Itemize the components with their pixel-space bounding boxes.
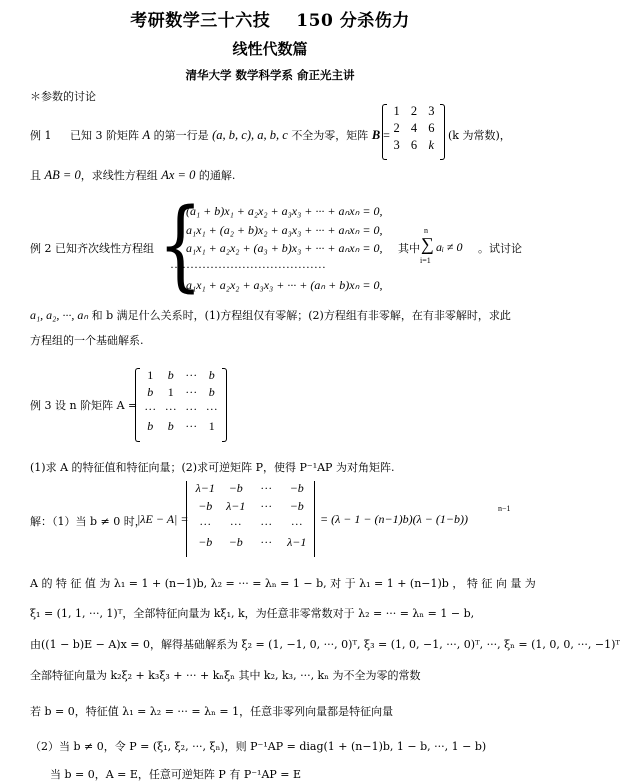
equation-line: a₁x₁ + a₂x₂ + (a₃ + b)x₃ + ··· + aₙxₙ = 0, [186, 241, 383, 255]
matrix-b-cell: 3 [393, 138, 400, 152]
example-3-label: 例 3 设 n 阶矩阵 A = [30, 399, 138, 412]
author-line: 清华大学 数学科学系 俞正光主讲 [185, 68, 355, 82]
matrix-a-cell: b [167, 368, 174, 382]
det-cell: −b [228, 535, 243, 549]
section-heading: ＊参数的讨论 [30, 90, 96, 103]
equation-line: ······································· [170, 259, 326, 274]
example-1-label: 例 1 [30, 129, 52, 142]
sum-upper: n [424, 226, 428, 235]
matrix-a-cell: ··· [185, 368, 198, 382]
det-cell: −b [289, 481, 304, 495]
matrix-b-cell: 1 [393, 104, 400, 118]
matrix-a-cell: b [147, 419, 154, 433]
system-brace: { [158, 187, 203, 303]
matrix-a-right-bracket [222, 368, 227, 442]
example-2-where: 其中 [398, 242, 420, 255]
b-zero-line: 若 b = 0，特征值 λ₁ = λ₂ = ··· = λₙ = 1，任意非零列向量都是特征向量 [30, 705, 394, 718]
example-2-tail: 。试讨论 [478, 242, 522, 255]
matrix-b-right-bracket [440, 104, 445, 160]
matrix-b-cell: 2 [410, 104, 418, 118]
matrix-a-cell: ··· [185, 419, 198, 433]
equation-line: a₁x₁ + a₂x₂ + a₃x₃ + ··· + (aₙ + b)xₙ = 0, [186, 278, 383, 292]
det-cell: ··· [260, 499, 273, 513]
det-left-bar [186, 481, 187, 557]
matrix-a-cell: b [208, 385, 215, 399]
det-cell: −b [289, 499, 304, 513]
char-poly-lhs: |λE − A| = [137, 512, 189, 526]
equation-line: (a₁ + b)x₁ + a₂x₂ + a₃x₃ + ··· + aₙxₙ = 0, [186, 204, 383, 218]
det-cell: ··· [260, 535, 273, 549]
document-title [0, 6, 540, 31]
matrix-b [388, 104, 440, 153]
sum-symbol: ∑ [421, 234, 434, 254]
example-3-question: (1)求 A 的特征值和特征向量；(2)求可逆矩阵 P，使得 P⁻¹AP 为对角矩阵. [30, 461, 395, 474]
det-cell: −b [198, 535, 213, 549]
title-sub: 150 分杀伤力 [296, 11, 410, 31]
det-cell: λ−1 [287, 535, 307, 549]
example-1-text: 已知 3 阶矩阵 A 的第一行是 (a, b, c), a, b, c 不全为零，矩阵 B = [70, 128, 390, 142]
matrix-a-cell: ··· [164, 402, 177, 416]
cut-off-line: 当 b = 0，A = E，任意可逆矩阵 P 有 P⁻¹AP = E [50, 768, 302, 781]
matrix-a-cell: b [147, 385, 154, 399]
example-2-label: 例 2 已知齐次线性方程组 [30, 242, 154, 255]
det-cell: ··· [199, 517, 212, 531]
basis-line: 由((1 − b)E − A)x = 0，解得基础解系为 ξ₂ = (1, −1, 0, ···, 0)ᵀ, ξ₃ = (1, 0, −1, ···, 0)ᵀ, ···, ξₙ = (1, 0, 0, ···, −1)ᵀ [30, 638, 620, 651]
title-main: 考研数学三十六技 [130, 11, 271, 31]
matrix-a-cell: ··· [185, 385, 198, 399]
solution-label: 解：（1）当 b ≠ 0 时， [30, 515, 146, 528]
eigenvalue-line: A 的 特 征 值 为 λ₁ = 1 + (n−1)b, λ₂ = ··· = λₙ = 1 − b, 对 于 λ₁ = 1 + (n−1)b ， 特 征 向 量 为 [30, 577, 536, 590]
det-cell: −b [198, 499, 213, 513]
matrix-a [140, 368, 222, 434]
matrix-a-cell: b [208, 368, 215, 382]
example-1-k-note: (k 为常数)， [448, 129, 511, 142]
matrix-a-cell: ··· [185, 402, 198, 416]
det-cell: ··· [260, 481, 273, 495]
det-cell: ··· [229, 517, 242, 531]
equation-line: a₁x₁ + (a₂ + b)x₂ + a₃x₃ + ··· + aₙxₙ = 0, [186, 222, 383, 237]
example-2-line-3: 方程组的一个基础解系. [30, 334, 144, 347]
matrix-a-cell: 1 [147, 368, 154, 382]
matrix-b-cell: 3 [428, 104, 435, 118]
matrix-b-cell: 6 [428, 121, 435, 135]
matrix-b-left-bracket [382, 104, 387, 160]
all-vectors-line: 全部特征向量为 k₂ξ₂ + k₃ξ₃ + ··· + kₙξₙ 其中 k₂, k₃, ···, kₙ 为不全为零的常数 [30, 669, 421, 682]
char-poly-rhs: = (λ − 1 − (n−1)b)(λ − (1−b)) [320, 512, 468, 526]
sum-lower: i=1 [420, 256, 431, 265]
example-1-line-2: 且 AB = 0，求线性方程组 Ax = 0 的通解. [30, 168, 236, 182]
matrix-a-cell: ··· [205, 402, 218, 416]
matrix-a-cell: b [167, 419, 174, 433]
det-cell: λ−1 [195, 481, 215, 495]
document-subtitle: 线性代数篇 [232, 40, 308, 58]
matrix-a-cell: 1 [208, 419, 215, 433]
det-cell: ··· [290, 517, 303, 531]
example-2-line-2: a₁, a₂, ···, aₙ 和 b 满足什么关系时，(1)方程组仅有零解；(2)方程组有非零解，在有非零解时，求此 [30, 308, 511, 322]
det-cell: −b [228, 481, 243, 495]
matrix-a-cell: ··· [144, 402, 157, 416]
det-cell: ··· [260, 517, 273, 531]
part-2-line: （2）当 b ≠ 0，令 P = (ξ₁, ξ₂, ···, ξₙ)，则 P⁻¹AP = diag(1 + (n−1)b, 1 − b, ···, 1 − b) [30, 740, 487, 753]
matrix-b-cell: k [428, 138, 435, 152]
det-cell: λ−1 [226, 499, 246, 513]
matrix-a-cell: 1 [167, 385, 174, 399]
det-right-bar [314, 481, 315, 557]
matrix-b-cell: 6 [410, 138, 418, 152]
xi1-line: ξ₁ = (1, 1, ···, 1)ᵀ，全部特征向量为 kξ₁, k，为任意非零常数对于 λ₂ = ··· = λₙ = 1 − b, [30, 607, 475, 620]
sum-body: aᵢ ≠ 0 [436, 240, 463, 254]
matrix-b-cell: 4 [410, 121, 418, 135]
matrix-b-cell: 2 [393, 121, 400, 135]
determinant-matrix [190, 481, 312, 550]
char-poly-exponent: n−1 [498, 504, 511, 513]
